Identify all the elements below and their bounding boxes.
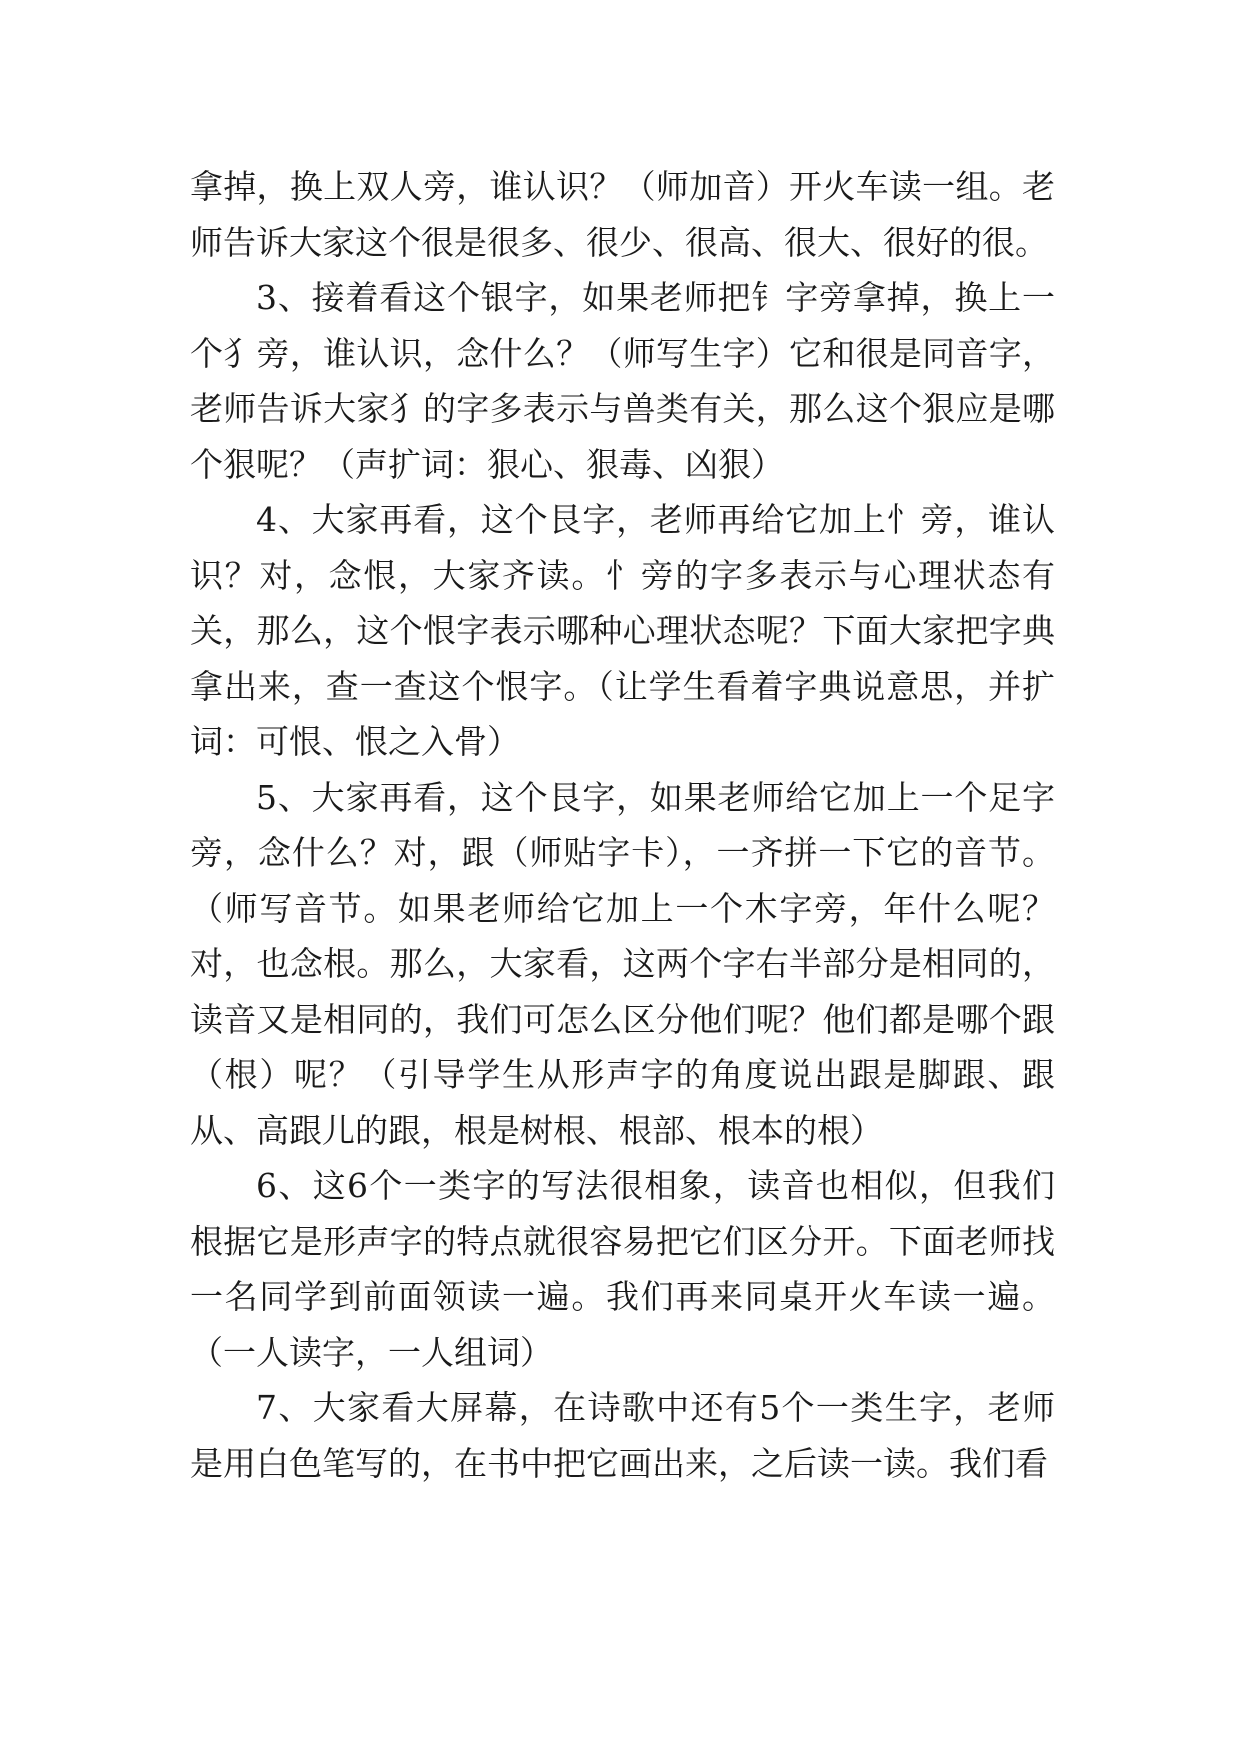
paragraph-continuation: 拿掉，换上双人旁，谁认识？（师加音）开火车读一组。老师告诉大家这个很是很多、很少、很高、很大、很好的很。 [190,167,1055,262]
paragraph-step-5: 5、大家再看，这个艮字，如果老师给它加上一个足字旁，念什么？对，跟（师贴字卡），一齐拼一下它的音节。（师写音节。如果老师给它加上一个木字旁，年什么呢？对，也念根。那么，大家看，这两个字右半部分是相同的，读音又是相同的，我们可怎么区分他们呢？他们都是哪个跟（根）呢？（引导学生从形声字的角度说出跟是脚跟、跟从、高跟儿的跟，根是树根、根部、根本的根） [190,777,1055,1150]
paragraph-step-3: 3、接着看这个银字，如果老师把钅字旁拿掉，换上一个犭旁，谁认识，念什么？（师写生字）它和很是同音字，老师告诉大家犭的字多表示与兽类有关，那么这个狠应是哪个狠呢？（声扩词：狠心、狠毒、凶狠） [190,278,1055,484]
paragraph-step-7: 7、大家看大屏幕，在诗歌中还有5个一类生字，老师是用白色笔写的，在书中把它画出来，之后读一读。我们看 [190,1388,1055,1483]
body-text [190,159,1055,1491]
paragraph-step-4: 4、大家再看，这个艮字，老师再给它加上忄旁，谁认识？对，念恨，大家齐读。忄旁的字多表示与心理状态有关，那么，这个恨字表示哪种心理状态呢？下面大家把字典拿出来，查一查这个恨字。（让学生看着字典说意思，并扩词：可恨、恨之入骨） [190,500,1055,761]
paragraph-step-6: 6、这6个一类字的写法很相象，读音也相似，但我们根据它是形声字的特点就很容易把它们区分开。下面老师找一名同学到前面领读一遍。我们再来同桌开火车读一遍。（一人读字，一人组词） [190,1166,1055,1372]
